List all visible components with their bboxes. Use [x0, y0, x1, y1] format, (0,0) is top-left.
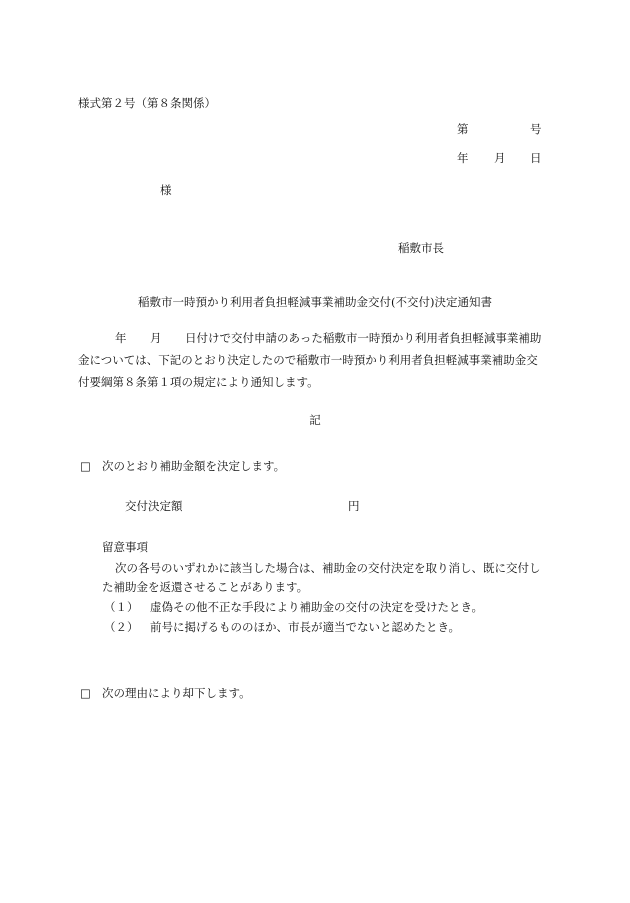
date-month: 月 [494, 151, 506, 165]
amount-unit: 円 [348, 499, 360, 513]
notes-line2: た補助金を返還させることがあります。 [102, 580, 309, 594]
issuer: 稲敷市長 [398, 241, 444, 255]
option1-label: 次のとおり補助金額を決定します。 [102, 459, 286, 473]
form-id: 様式第２号（第８条関係） [78, 96, 216, 110]
note-item-text: 虚偽その他不正な手段により補助金の交付の決定を受けたとき。 [150, 600, 484, 614]
note-item-num: （２） [104, 620, 139, 634]
option1-checkbox-glyph: □ [80, 459, 91, 473]
body-month: 月 [150, 331, 162, 345]
number-prefix: 第 [457, 122, 469, 136]
note-item-text: 前号に掲げるもののほか、市長が適当でないと認めたとき。 [150, 620, 461, 634]
notes-heading: 留意事項 [102, 540, 148, 554]
note-item-num: （１） [104, 600, 139, 614]
body-line2: 金については、下記のとおり決定したので稲敷市一時預かり利用者負担軽減事業補助金交 [78, 353, 538, 367]
document-title: 稲敷市一時預かり利用者負担軽減事業補助金交付(不交付)決定通知書 [138, 295, 492, 309]
option1-checkbox[interactable] [80, 461, 91, 473]
date-day: 日 [530, 151, 542, 165]
option2-label: 次の理由により却下します。 [102, 686, 251, 700]
date-year: 年 [457, 151, 469, 165]
amount-label: 交付決定額 [125, 499, 183, 513]
option2-checkbox[interactable] [80, 688, 91, 700]
notes-line1: 次の各号のいずれかに該当した場合は、補助金の交付決定を取り消し、既に交付し [115, 561, 541, 575]
body-year: 年 [115, 331, 127, 345]
ki-heading: 記 [309, 413, 321, 427]
option2-checkbox-glyph: □ [80, 686, 91, 700]
body-line1: 日付けで交付申請のあった稲敷市一時預かり利用者負担軽減事業補助 [185, 331, 542, 345]
addressee-honorific: 様 [160, 183, 172, 197]
body-line3: 付要綱第８条第１項の規定により通知します。 [78, 375, 319, 389]
number-suffix: 号 [530, 122, 542, 136]
